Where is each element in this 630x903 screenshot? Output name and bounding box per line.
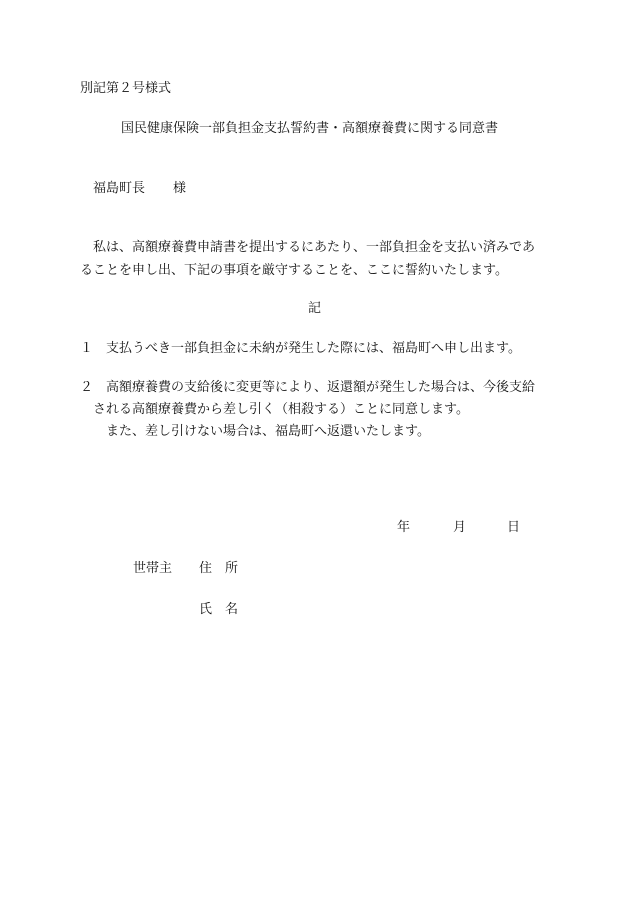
item-2-text-line-3: また、差し引けない場合は、福島町へ返還いたします。 bbox=[106, 424, 430, 439]
item-2-text-line-2: される高額療養費から差し引く（相殺する）ことに同意します。 bbox=[93, 402, 469, 417]
record-heading: 記 bbox=[308, 301, 322, 316]
item-2-number: ２ bbox=[80, 380, 94, 395]
name-label: 氏名 bbox=[199, 602, 252, 617]
addressee-honorific: 様 bbox=[173, 181, 187, 196]
pledge-intro-line-2: ることを申し出、下記の事項を厳守することを、ここに誓約いたします。 bbox=[80, 263, 508, 278]
item-1-text: 支払うべき一部負担金に未納が発生した際には、福島町へ申し出ます。 bbox=[106, 341, 521, 356]
document-title: 国民健康保険一部負担金支払誓約書・高額療養費に関する同意書 bbox=[121, 121, 499, 136]
item-2-text-line-1: 高額療養費の支給後に変更等により、返還額が発生した場合は、今後支給 bbox=[106, 380, 536, 395]
date-day-label: 日 bbox=[507, 520, 521, 535]
item-1-number: １ bbox=[80, 341, 94, 356]
form-number-label: 別記第２号様式 bbox=[80, 81, 172, 96]
address-label: 住所 bbox=[199, 561, 252, 576]
householder-label: 世帯主 bbox=[133, 561, 173, 576]
date-month-label: 月 bbox=[453, 520, 467, 535]
addressee-name: 福島町長 bbox=[93, 181, 146, 196]
pledge-intro-line-1: 私は、高額療養費申請書を提出するにあたり、一部負担金を支払い済みであ bbox=[93, 240, 536, 255]
date-year-label: 年 bbox=[397, 520, 411, 535]
